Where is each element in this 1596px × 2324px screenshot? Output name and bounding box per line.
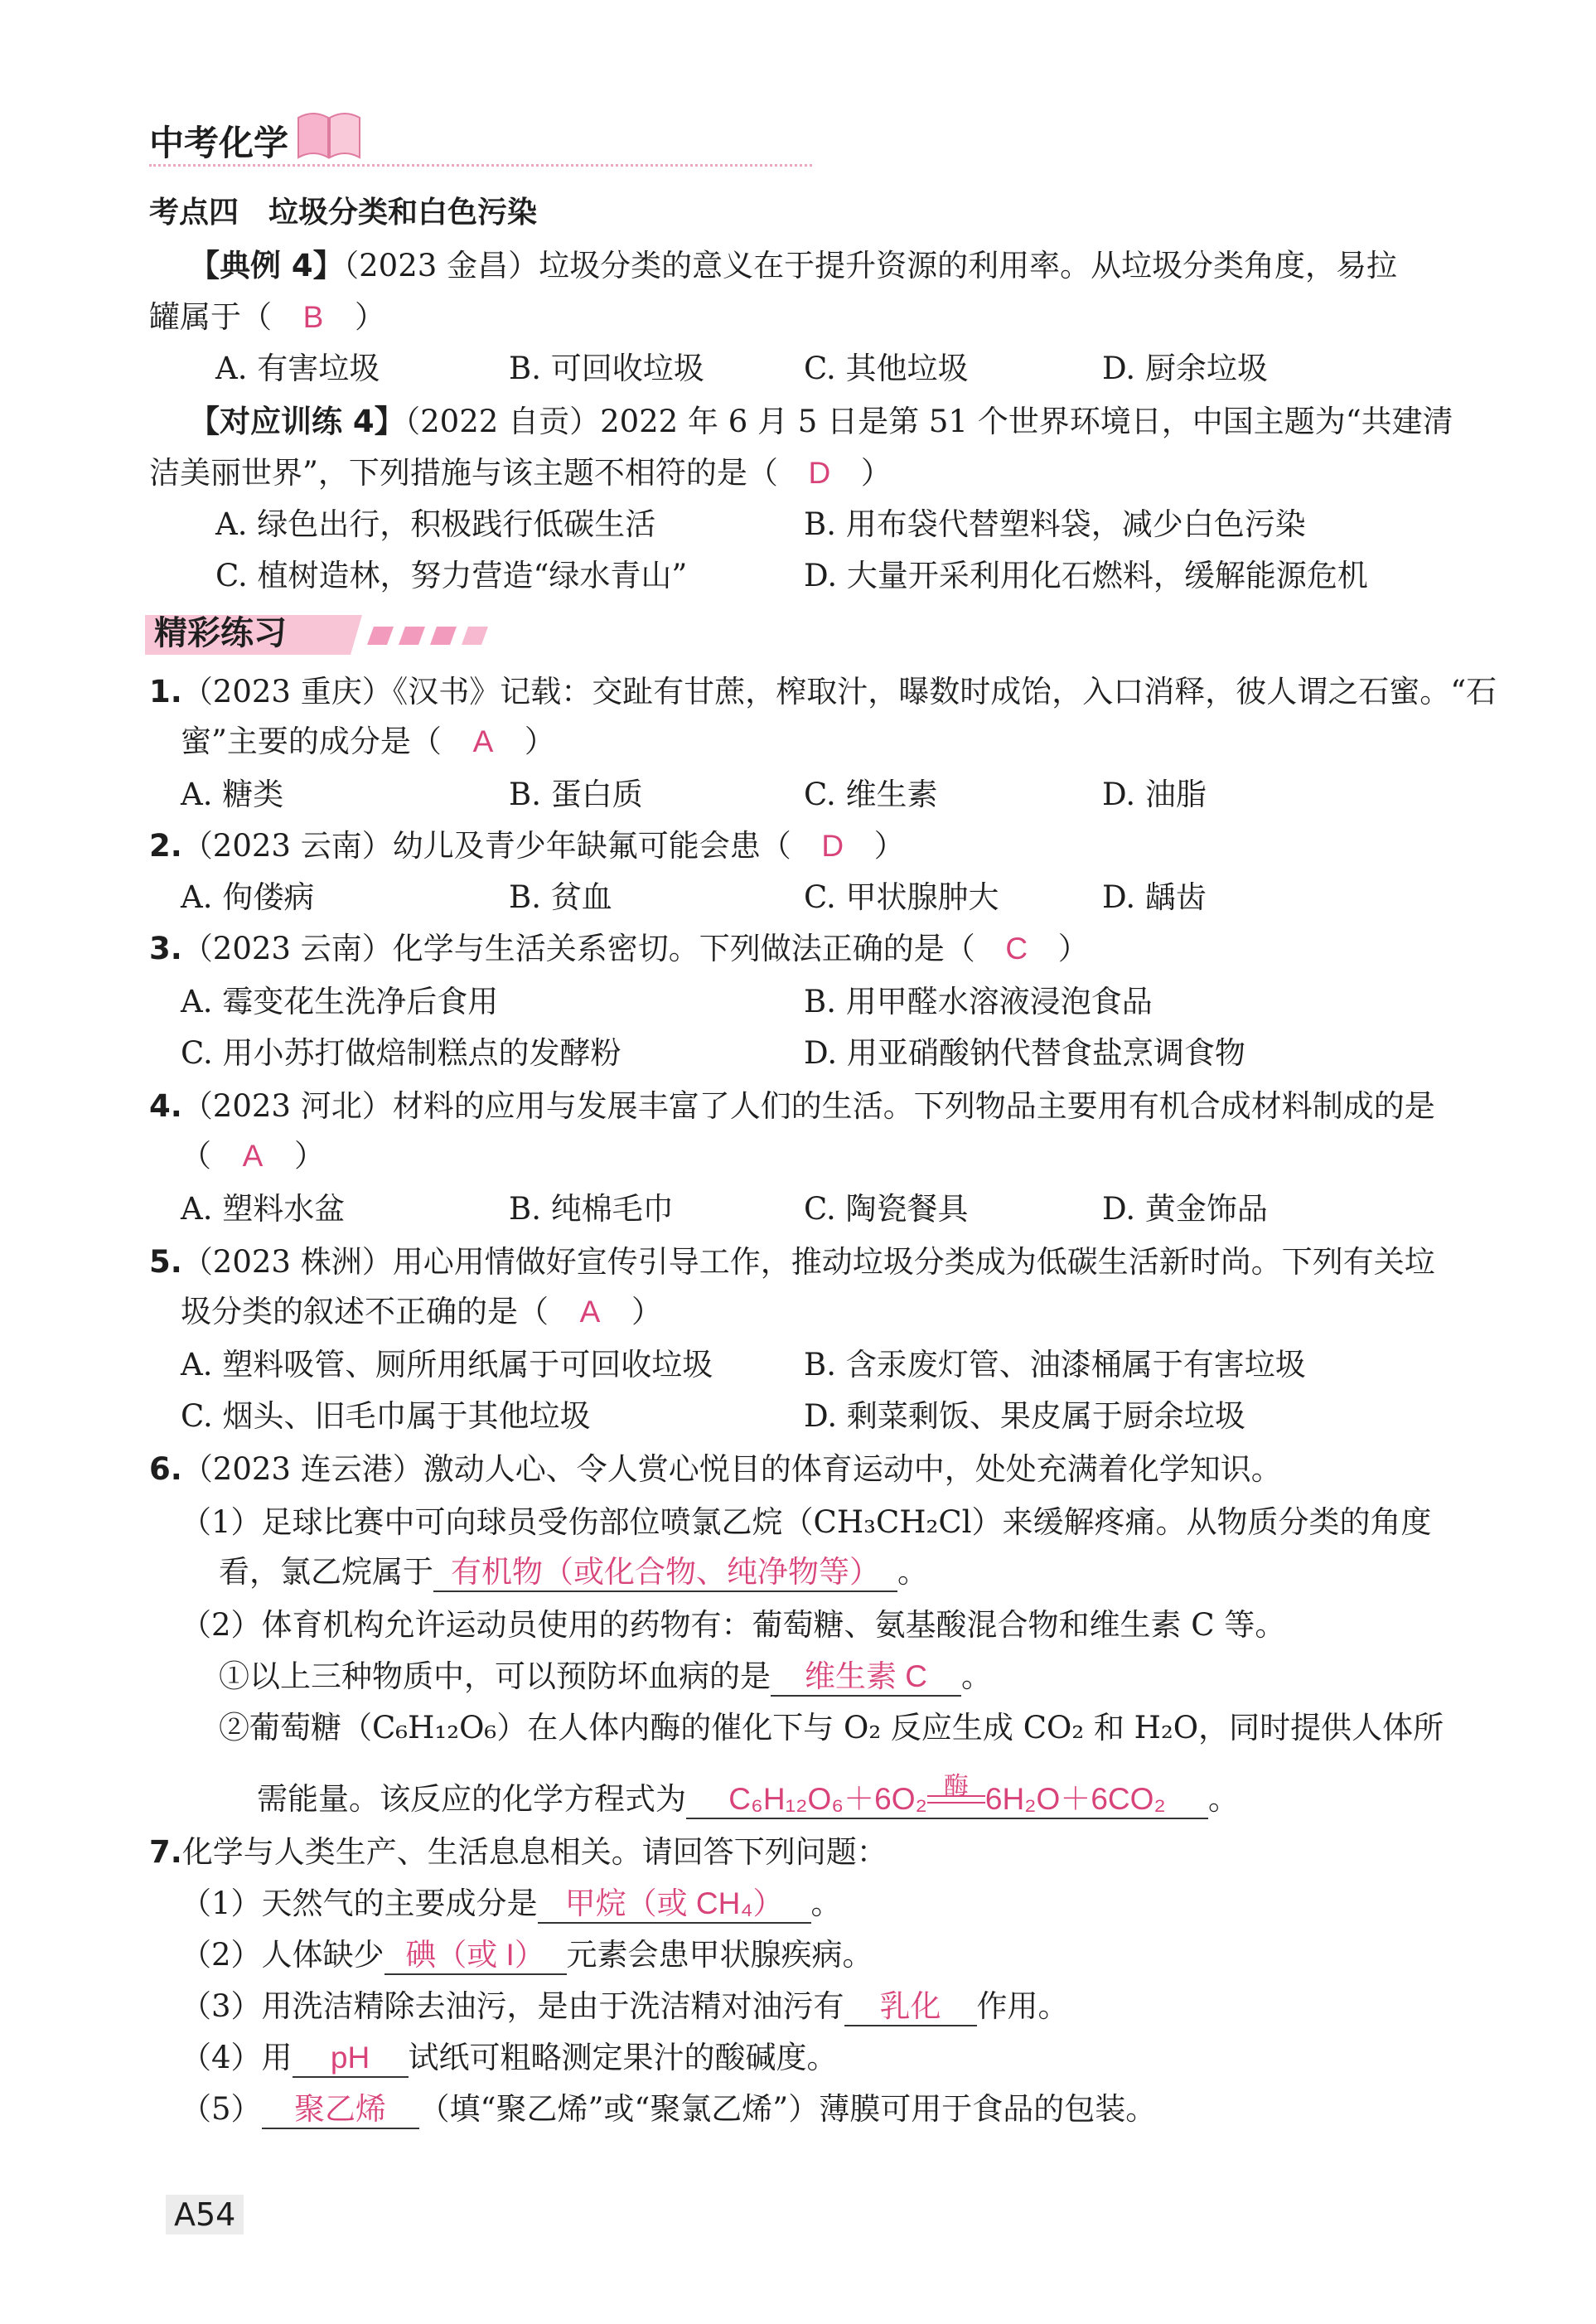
q1-option-a: A. 糖类 [181,777,284,812]
q5-option-a: A. 塑料吸管、厕所用纸属于可回收垃圾 [181,1347,713,1382]
q7-sub4-answer: pH [293,2040,409,2078]
q5-option-b: B. 含汞废灯管、油漆桶属于有害垃圾 [804,1347,1306,1382]
q6-part1-line1: （1）足球比赛中可向球员受伤部位喷氯乙烷（CH₃CH₂Cl）来缓解疼痛。从物质分类的角度 [181,1504,1432,1540]
example4-option-a: A. 有害垃圾 [215,351,380,386]
q1-line1: 1.（2023 重庆）《汉书》记载：交趾有甘蔗，榨取汁，曝数时成饴，入口消释，彼人谓之石蜜。“石 [149,674,1497,709]
q4-option-d: D. 黄金饰品 [1102,1191,1268,1227]
training4-answer: D [808,456,831,490]
q6-part2b-answer: C₆H₁₂O₆＋6O₂ 酶 6H₂O＋6CO₂ [686,1781,1208,1819]
header-title: 中考化学 [149,123,289,163]
q2-line1: 2.（2023 云南）幼儿及青少年缺氟可能会患（ D ） [149,826,905,867]
q2-option-a: A. 佝偻病 [181,879,315,915]
q7-sub2-answer: 碘（或 I） [384,1937,567,1975]
q6-part1-line2: 看，氯乙烷属于 有机物（或化合物、纯净物等） 。 [219,1552,928,1593]
q4-answer: A [242,1139,264,1173]
training4-option-a: A. 绿色出行，积极践行低碳生活 [215,506,656,542]
q3-option-d: D. 用亚硝酸钠代替食盐烹调食物 [804,1035,1245,1071]
topic-title: 考点四 垃圾分类和白色污染 [149,196,538,230]
book-icon [295,104,363,161]
training4-label: 【对应训练 4】 [189,404,405,439]
q4-option-c: C. 陶瓷餐具 [804,1191,969,1227]
q6-part2-line1: （2）体育机构允许运动员使用的药物有：葡萄糖、氨基酸混合物和维生素 C 等。 [181,1607,1286,1643]
q6-part2b-line2: 需能量。该反应的化学方程式为 C₆H₁₂O₆＋6O₂ 酶 6H₂O＋6CO₂ 。 [257,1779,1239,1820]
q4-line2: （ A ） [181,1135,325,1177]
q5-option-d: D. 剩菜剩饭、果皮属于厨余垃圾 [804,1398,1245,1434]
q7-sub2: （2）人体缺少 碘（或 I） 元素会患甲状腺疾病。 [181,1934,873,1976]
q1-option-d: D. 油脂 [1102,777,1207,812]
q1-option-c: C. 维生素 [804,777,938,812]
training4-option-d: D. 大量开采利用化石燃料，缓解能源危机 [804,558,1368,593]
q6-part1-answer: 有机物（或化合物、纯净物等） [433,1554,897,1592]
training4-line2: 洁美丽世界”，下列措施与该主题不相符的是（ D ） [149,453,892,494]
q6-line1: 6.（2023 连云港）激动人心、令人赏心悦目的体育运动中，处处充满着化学知识。 [149,1451,1282,1487]
catalyst-label: 酶 [943,1773,969,1801]
q1-line2: 蜜”主要的成分是（ A ） [181,721,555,763]
q5-answer: A [579,1295,601,1329]
q7-sub4: （4）用 pH 试纸可粗略测定果汁的酸碱度。 [181,2037,838,2079]
q3-answer: C [1005,932,1028,966]
q3-option-a: A. 霉变花生洗净后食用 [181,984,499,1019]
q7-sub3: （3）用洗洁精除去油污，是由于洗洁精对油污有 乳化 作用。 [181,1986,1069,2027]
example4-line2: 罐属于（ B ） [149,297,385,338]
page-number: A54 [166,2195,244,2234]
q3-option-b: B. 用甲醛水溶液浸泡食品 [804,984,1153,1019]
q7-line1: 7.化学与人类生产、生活息息相关。请回答下列问题： [149,1834,887,1870]
q7-sub3-answer: 乳化 [844,1988,977,2026]
q7-sub5: （5） 聚乙烯 （填“聚乙烯”或“聚氯乙烯”）薄膜可用于食品的包装。 [181,2089,1156,2130]
example4-line1: 【典例 4】（2023 金昌）垃圾分类的意义在于提升资源的利用率。从垃圾分类角度，易拉 [189,248,1398,283]
q5-line2: 圾分类的叙述不正确的是（ A ） [181,1291,662,1333]
q7-sub1: （1）天然气的主要成分是 甲烷（或 CH₄） 。 [181,1883,842,1925]
training4-option-b: B. 用布袋代替塑料袋，减少白色污染 [804,506,1306,542]
q6-part2a: ①以上三种物质中，可以预防坏血病的是 维生素 C 。 [219,1656,992,1697]
example4-option-d: D. 厨余垃圾 [1102,351,1268,386]
q4-option-b: B. 纯棉毛巾 [509,1191,674,1227]
q3-option-c: C. 用小苏打做焙制糕点的发酵粉 [181,1035,621,1071]
example4-option-c: C. 其他垃圾 [804,351,969,386]
q7-sub5-answer: 聚乙烯 [262,2091,419,2129]
q1-answer: A [472,724,494,758]
q2-option-d: D. 龋齿 [1102,879,1207,915]
q2-option-b: B. 贫血 [509,879,612,915]
equation-catalyst-arrow [927,1773,985,1804]
example4-answer: B [302,300,324,334]
training4-line1: 【对应训练 4】（2022 自贡）2022 年 6 月 5 日是第 51 个世界环境日，中国主题为“共建清 [189,404,1453,439]
q2-answer: D [821,829,844,863]
example4-option-b: B. 可回收垃圾 [509,351,704,386]
q4-line1: 4.（2023 河北）材料的应用与发展丰富了人们的生活。下列物品主要用有机合成材料制成的是 [149,1088,1435,1124]
q5-line1: 5.（2023 株洲）用心用情做好宣传引导工作，推动垃圾分类成为低碳生活新时尚。下列有关垃 [149,1244,1435,1280]
section-title: 精彩练习 [154,614,287,652]
q6-part2b-line1: ②葡萄糖（C₆H₁₂O₆）在人体内酶的催化下与 O₂ 反应生成 CO₂ 和 H₂O，同时提供人体所 [219,1710,1444,1745]
q6-part2a-answer: 维生素 C [771,1658,961,1697]
q3-line1: 3.（2023 云南）化学与生活关系密切。下列做法正确的是（ C ） [149,928,1089,970]
q2-option-c: C. 甲状腺肿大 [804,879,999,915]
example4-label: 【典例 4】 [189,248,344,283]
q7-sub1-answer: 甲烷（或 CH₄） [538,1886,811,1924]
training4-option-c: C. 植树造林，努力营造“绿水青山” [215,558,688,593]
header-divider [149,164,812,167]
q4-option-a: A. 塑料水盆 [181,1191,346,1227]
q1-option-b: B. 蛋白质 [509,777,643,812]
q5-option-c: C. 烟头、旧毛巾属于其他垃圾 [181,1398,591,1434]
